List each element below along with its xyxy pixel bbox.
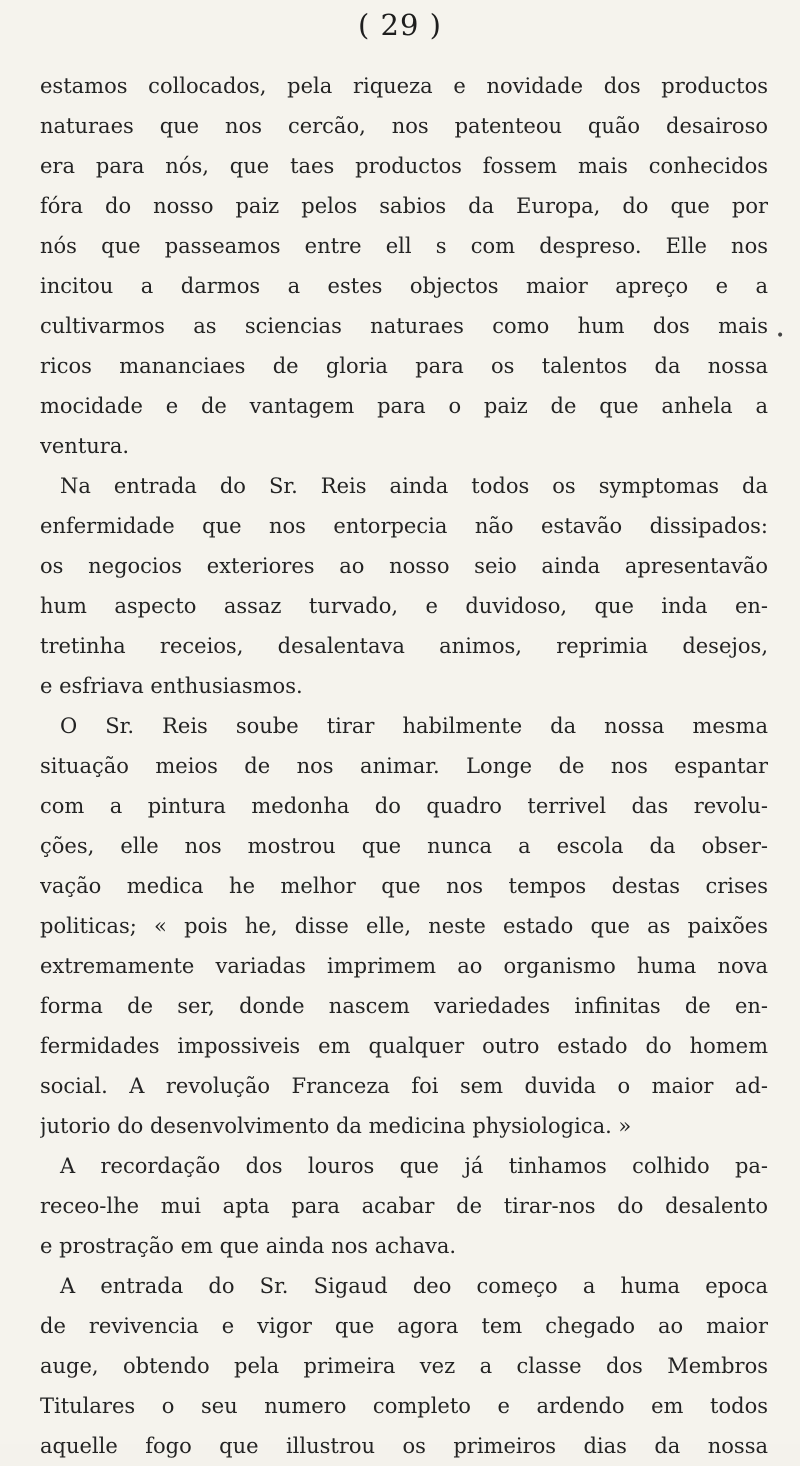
text-line: A entrada do Sr. Sigaud deo começo a huma epoca (60, 1274, 768, 1298)
page-number: ( 29 ) (358, 8, 442, 42)
text-line: receo-lhe mui apta para acabar de tirar-nos do desalento (40, 1194, 768, 1218)
text-line: mocidade e de vantagem para o paiz de que anhela a (40, 394, 768, 418)
text-line: forma de ser, donde nascem variedades infinitas de en- (40, 994, 768, 1018)
text-line: tretinha receios, desalentava animos, reprimia desejos, (40, 634, 768, 658)
margin-mark: • (776, 328, 785, 344)
text-line: e prostração em que ainda nos achava. (40, 1234, 457, 1258)
text-line: auge, obtendo pela primeira vez a classe dos Membros (40, 1354, 768, 1378)
text-line: O Sr. Reis soube tirar habilmente da nossa mesma (60, 714, 768, 738)
text-line: os negocios exteriores ao nosso seio ainda apresentavão (40, 554, 768, 578)
text-line: naturaes que nos cercão, nos patenteou quão desairoso (40, 114, 768, 138)
text-line: extremamente variadas imprimem ao organismo huma nova (40, 954, 768, 978)
text-line: cultivarmos as sciencias naturaes como hum dos mais (40, 314, 768, 338)
text-line: A recordação dos louros que já tinhamos colhido pa- (60, 1154, 768, 1178)
text-line: aquelle fogo que illustrou os primeiros dias da nossa (40, 1434, 768, 1458)
text-line: com a pintura medonha do quadro terrivel das revolu- (40, 794, 768, 818)
text-line: nós que passeamos entre ell s com despreso. Elle nos (40, 234, 768, 258)
text-line: Titulares o seu numero completo e ardendo em todos (40, 1394, 768, 1418)
text-line: incitou a darmos a estes objectos maior apreço e a (40, 274, 768, 298)
text-line: vação medica he melhor que nos tempos destas crises (40, 874, 768, 898)
text-line: ricos mananciaes de gloria para os talentos da nossa (40, 354, 768, 378)
text-line: de revivencia e vigor que agora tem chegado ao maior (40, 1314, 768, 1338)
text-line: enfermidade que nos entorpecia não estavão dissipados: (40, 514, 768, 538)
text-line: politicas; « pois he, disse elle, neste estado que as paixões (40, 914, 768, 938)
text-line: hum aspecto assaz turvado, e duvidoso, que inda en- (40, 594, 768, 618)
text-line: fóra do nosso paiz pelos sabios da Europa, do que por (40, 194, 768, 218)
text-line: jutorio do desenvolvimento da medicina physiologica. » (40, 1114, 632, 1138)
text-line: Na entrada do Sr. Reis ainda todos os symptomas da (60, 474, 768, 498)
text-line: ventura. (40, 434, 130, 458)
text-line: fermidades impossiveis em qualquer outro estado do homem (40, 1034, 768, 1058)
text-line: ções, elle nos mostrou que nunca a escola da obser- (40, 834, 768, 858)
text-line: era para nós, que taes productos fossem mais conhecidos (40, 154, 768, 178)
text-line: estamos collocados, pela riqueza e novidade dos productos (40, 74, 768, 98)
text-line: social. A revolução Franceza foi sem duvida o maior ad- (40, 1074, 768, 1098)
body-text (40, 66, 768, 1466)
text-line: e esfriava enthusiasmos. (40, 674, 303, 698)
text-line: situação meios de nos animar. Longe de nos espantar (40, 754, 768, 778)
